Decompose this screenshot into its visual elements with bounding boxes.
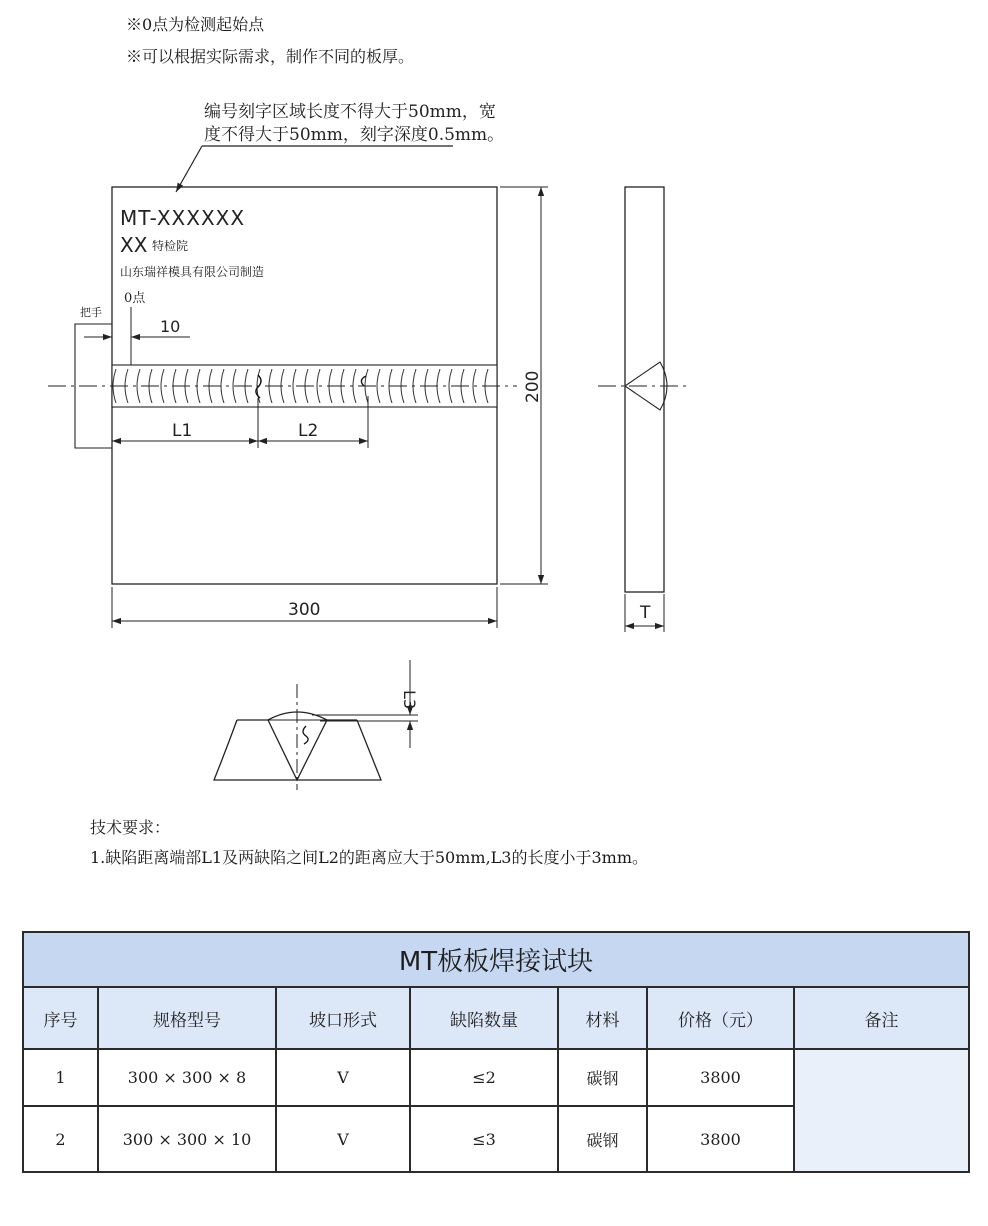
callout-leader <box>176 146 453 192</box>
cell-spec: 300 × 300 × 10 <box>98 1106 276 1172</box>
cell-defects: ≤3 <box>410 1106 558 1172</box>
dim-200-label: 200 <box>523 370 543 403</box>
plate-mark-institute: 特检院 <box>152 239 189 253</box>
cell-groove: V <box>276 1106 410 1172</box>
header-defects: 缺陷数量 <box>410 987 558 1049</box>
header-index: 序号 <box>23 987 98 1049</box>
callout-line-2: 度不得大于50mm，刻字深度0.5mm。 <box>204 125 505 145</box>
cell-price: 3800 <box>647 1049 794 1106</box>
detail-crack <box>303 726 308 744</box>
dim-300-label: 300 <box>288 600 321 620</box>
cell-groove: V <box>276 1049 410 1106</box>
header-price: 价格（元） <box>647 987 794 1049</box>
table-title: MT板板焊接试块 <box>23 932 969 987</box>
plate-mark-xx: XX <box>120 233 148 257</box>
cell-index: 1 <box>23 1049 98 1106</box>
cell-price: 3800 <box>647 1106 794 1172</box>
requirements-item-1: 1.缺陷距离端部L1及两缺陷之间L2的距离应大于50mm,L3的长度小于3mm。 <box>90 848 648 867</box>
dim-T-label: T <box>640 603 651 623</box>
header-material: 材料 <box>558 987 647 1049</box>
handle-label: 把手 <box>80 306 102 319</box>
plate-mark-maker: 山东瑞祥模具有限公司制造 <box>120 265 265 279</box>
callout-line-1: 编号刻字区域长度不得大于50mm，宽 <box>204 102 496 122</box>
dim-L2-label: L2 <box>298 421 319 441</box>
cell-remark <box>794 1049 969 1172</box>
cell-spec: 300 × 300 × 8 <box>98 1049 276 1106</box>
table-header-row <box>23 987 969 1049</box>
plate-mark-id: MT-XXXXXX <box>120 206 246 230</box>
note-zero-point: ※0点为检测起始点 <box>126 15 265 34</box>
dim-10-label: 10 <box>160 317 181 336</box>
note-thickness: ※可以根据实际需求，制作不同的板厚。 <box>126 47 415 66</box>
header-spec: 规格型号 <box>98 987 276 1049</box>
header-groove: 坡口形式 <box>276 987 410 1049</box>
cell-index: 2 <box>23 1106 98 1172</box>
zero-point-label: 0点 <box>124 291 146 306</box>
cell-defects: ≤2 <box>410 1049 558 1106</box>
cell-material: 碳钢 <box>558 1106 647 1172</box>
requirements-title: 技术要求： <box>90 818 171 837</box>
spec-table <box>22 931 970 1173</box>
dim-L1-label: L1 <box>172 421 193 441</box>
header-remark: 备注 <box>794 987 969 1049</box>
dim-L3-label: L3 <box>400 690 419 710</box>
cell-material: 碳钢 <box>558 1049 647 1106</box>
table-row <box>23 1049 969 1106</box>
